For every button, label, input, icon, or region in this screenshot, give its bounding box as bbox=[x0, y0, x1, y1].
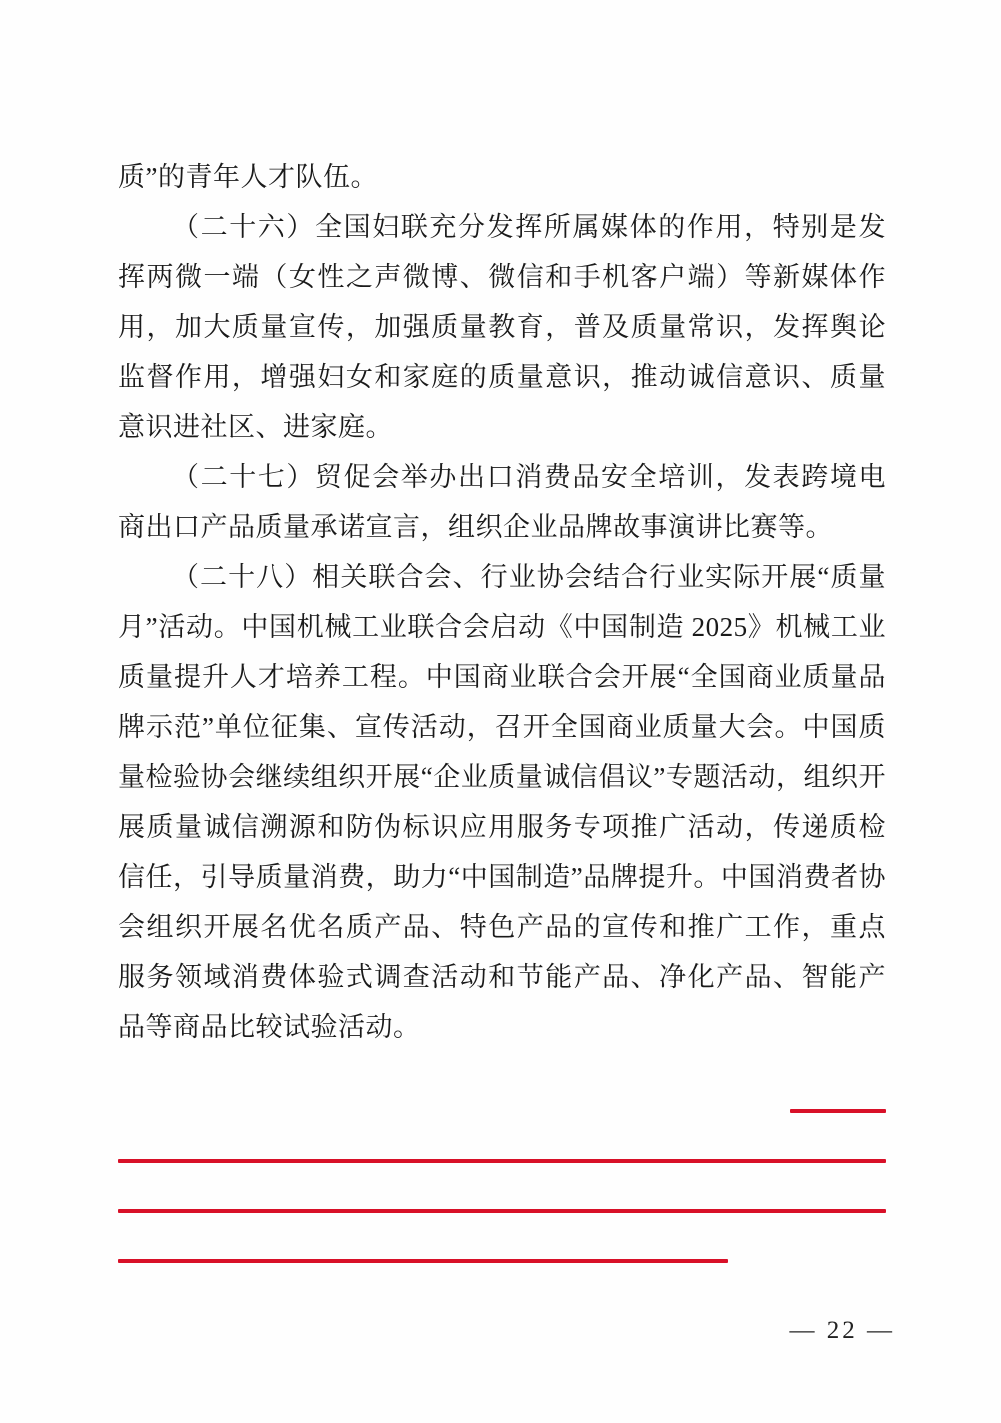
underline-line-2 bbox=[118, 1159, 886, 1163]
paragraph-27: （二十七）贸促会举办出口消费品安全培训，发表跨境电商出口产品质量承诺宣言，组织企业品牌故事演讲比赛等。 bbox=[118, 462, 886, 542]
page-number: — 22 — bbox=[789, 1317, 895, 1344]
paragraph-26: （二十六）全国妇联充分发挥所属媒体的作用，特别是发挥两微一端（女性之声微博、微信和手机客户端）等新媒体作用，加大质量宣传，加强质量教育，普及质量常识，发挥舆论监督作用，增强妇女和家庭的质量意识，推动诚信意识、质量意识进社区、进家庭。 bbox=[118, 212, 886, 442]
document-body bbox=[118, 152, 886, 1052]
paragraph-28: （二十八）相关联合会、行业协会结合行业实际开展“质量月”活动。中国机械工业联合会启动《中国制造 2025》机械工业质量提升人才培养工程。中国商业联合会开展“全国商业质量品牌示范”单位征集、宣传活动，召开全国商业质量大会。中国质量检验协会继续组织开展“企业质量诚信倡议”专题活动，组织开展质量诚信溯源和防伪标识应用服务专项推广活动，传递质检信任，引导质量消费，助力“中国制造”品牌提升。中国消费者协会组织开展名优名质产品、特色产品的宣传和推广工作，重点服务领域消费体验式调查活动和节能产品、净化产品、智能产品等商品比较试验活动。 bbox=[118, 562, 886, 1042]
paragraph-continued: 质”的青年人才队伍。 bbox=[118, 162, 378, 192]
underline-line-3 bbox=[118, 1209, 886, 1213]
underline-line-4 bbox=[118, 1259, 728, 1263]
underline-line-1 bbox=[790, 1109, 886, 1113]
